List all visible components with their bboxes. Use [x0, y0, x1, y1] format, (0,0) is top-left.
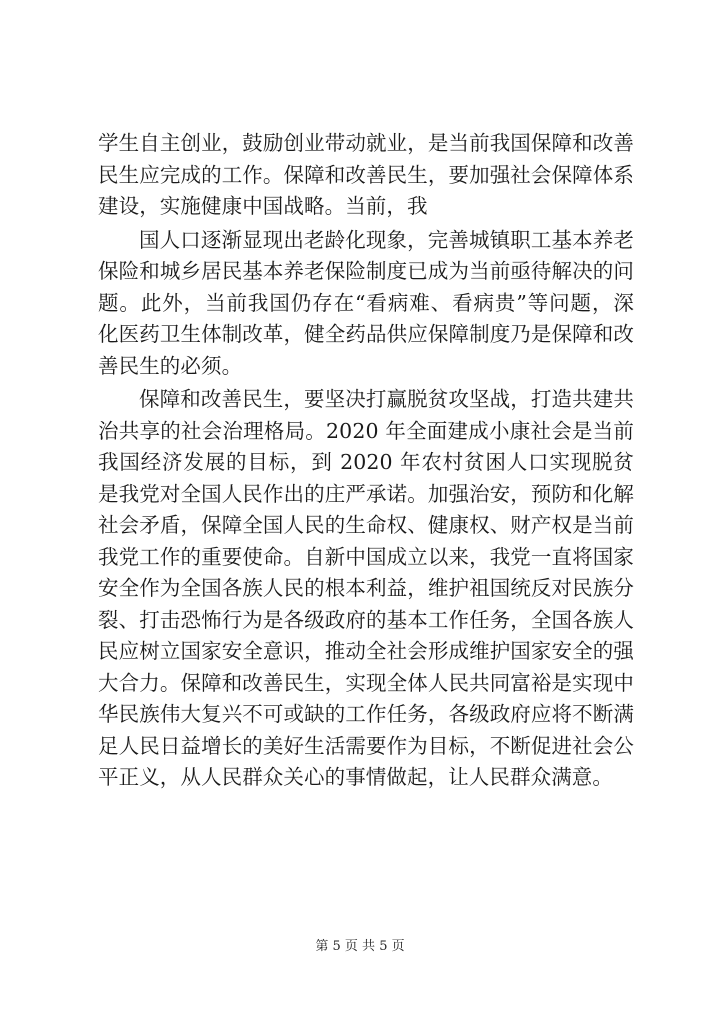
document-body	[98, 128, 634, 796]
paragraph-poverty-security: 保障和改善民生，要坚决打赢脱贫攻坚战，打造共建共治共享的社会治理格局。2020 年全面建成小康社会是当前我国经济发展的目标，到 2020 年农村贫困人口实现脱贫是我党对全国人民作出的庄严承诺。加强治安，预防和化解社会矛盾，保障全国人民的生命权、健康权、财产权是当前我党工作的重要使命。自新中国成立以来，我党一直将国家安全作为全国各族人民的根本利益，维护祖国统反对民族分裂、打击恐怖行为是各级政府的基本工作任务，全国各族人民应树立国家安全意识，推动全社会形成维护国家安全的强大合力。保障和改善民生，实现全体人民共同富裕是实现中华民族伟大复兴不可或缺的工作任务，各级政府应将不断满足人民日益增长的美好生活需要作为目标，不断促进社会公平正义，从人民群众关心的事情做起，让人民群众满意。	[98, 387, 634, 789]
page-footer	[0, 938, 720, 956]
paragraph-aging-healthcare: 国人口逐渐显现出老龄化现象，完善城镇职工基本养老保险和城乡居民基本养老保险制度已成为当前亟待解决的问题。此外，当前我国仍存在“看病难、看病贵”等问题，深化医药卫生体制改革，健全药品供应保障制度乃是保障和改善民生的必须。	[98, 227, 634, 378]
page-number-label: 第 5 页 共 5 页	[315, 939, 405, 954]
paragraph-continued: 学生自主创业，鼓励创业带动就业，是当前我国保障和改善民生应完成的工作。保障和改善民生，要加强社会保障体系建设，实施健康中国战略。当前，我	[98, 131, 634, 218]
